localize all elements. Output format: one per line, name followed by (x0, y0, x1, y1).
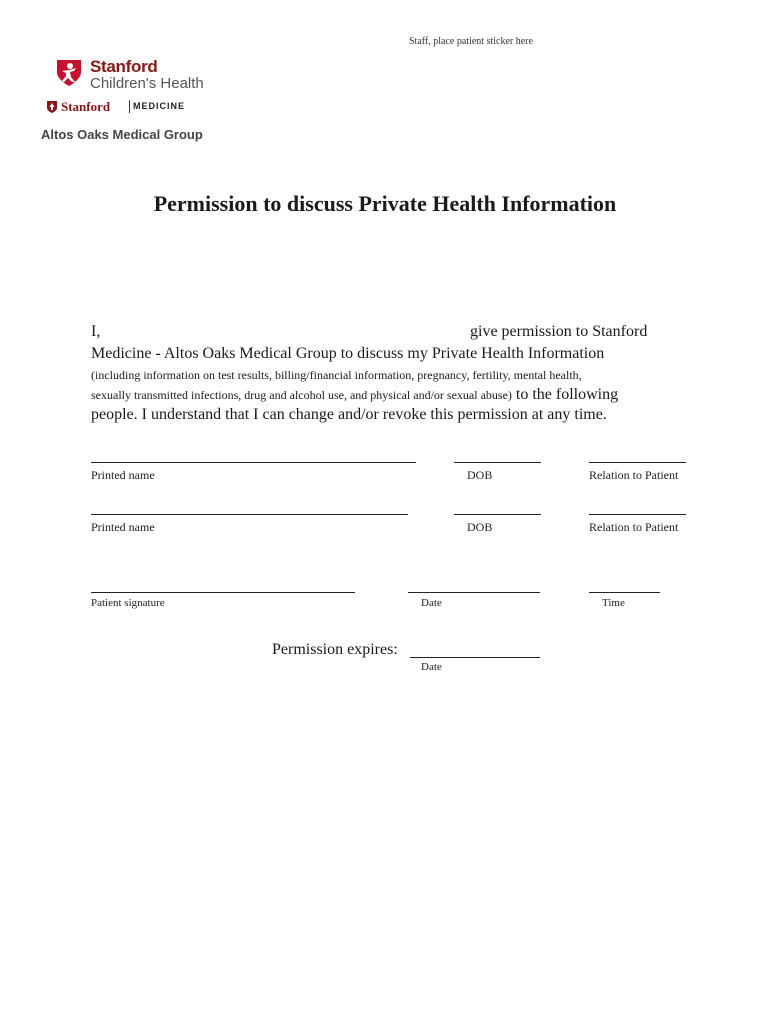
printed-name-label-1: Printed name (91, 468, 155, 482)
signature-time-label: Time (602, 597, 625, 609)
printed-name-field-1[interactable] (91, 462, 416, 463)
group-name: Altos Oaks Medical Group (41, 127, 203, 142)
relation-field-2[interactable] (589, 514, 686, 515)
paragraph-line5: people. I understand that I can change and/or revoke this permission at any time. (91, 406, 607, 423)
logo-text-medicine: MEDICINE (133, 101, 186, 111)
expiry-date-field[interactable] (410, 657, 540, 658)
printed-name-field-2[interactable] (91, 514, 408, 515)
dob-label-1: DOB (467, 468, 493, 482)
document-title: Permission to discuss Private Health Information (153, 191, 617, 216)
signature-time-field[interactable] (589, 592, 660, 593)
dob-label-2: DOB (467, 520, 493, 534)
paragraph-line4-small: sexually transmitted infections, drug and alcohol use, and physical and/or sexual abuse) (91, 388, 512, 402)
logo-divider (129, 100, 130, 113)
expiry-date-label: Date (421, 661, 442, 673)
paragraph-line1-start: I, (91, 323, 101, 340)
patient-sticker-note: Staff, place patient sticker here (409, 36, 533, 47)
signature-date-field[interactable] (408, 592, 540, 593)
paragraph-line3: (including information on test results, billing/financial information, pregnancy, fertility, mental health, (91, 368, 582, 382)
paragraph-line4 (91, 386, 618, 404)
relation-label-2: Relation to Patient (589, 520, 679, 534)
relation-field-1[interactable] (589, 462, 686, 463)
stanford-medicine-tree-icon (46, 100, 58, 114)
stanford-childrens-health-logo (55, 58, 225, 98)
patient-signature-field[interactable] (91, 592, 355, 593)
logo-text-childrens-health: Children's Health (90, 75, 204, 92)
stanford-medicine-logo (46, 99, 186, 115)
paragraph-line1-end: give permission to Stanford (470, 323, 648, 340)
logo-text-stanford: Stanford (90, 57, 158, 76)
signature-date-label: Date (421, 597, 442, 609)
paragraph-line4-end: to the following (511, 386, 619, 403)
stanford-childrens-health-mark-icon (55, 58, 83, 88)
relation-label-1: Relation to Patient (589, 468, 679, 482)
expiry-label: Permission expires: (272, 641, 398, 658)
printed-name-label-2: Printed name (91, 520, 155, 534)
paragraph-line2: Medicine - Altos Oaks Medical Group to discuss my Private Health Information (91, 345, 605, 362)
dob-field-2[interactable] (454, 514, 541, 515)
logo-text-stanford-medicine-1: Stanford (61, 99, 111, 114)
dob-field-1[interactable] (454, 462, 541, 463)
patient-signature-label: Patient signature (91, 597, 165, 609)
